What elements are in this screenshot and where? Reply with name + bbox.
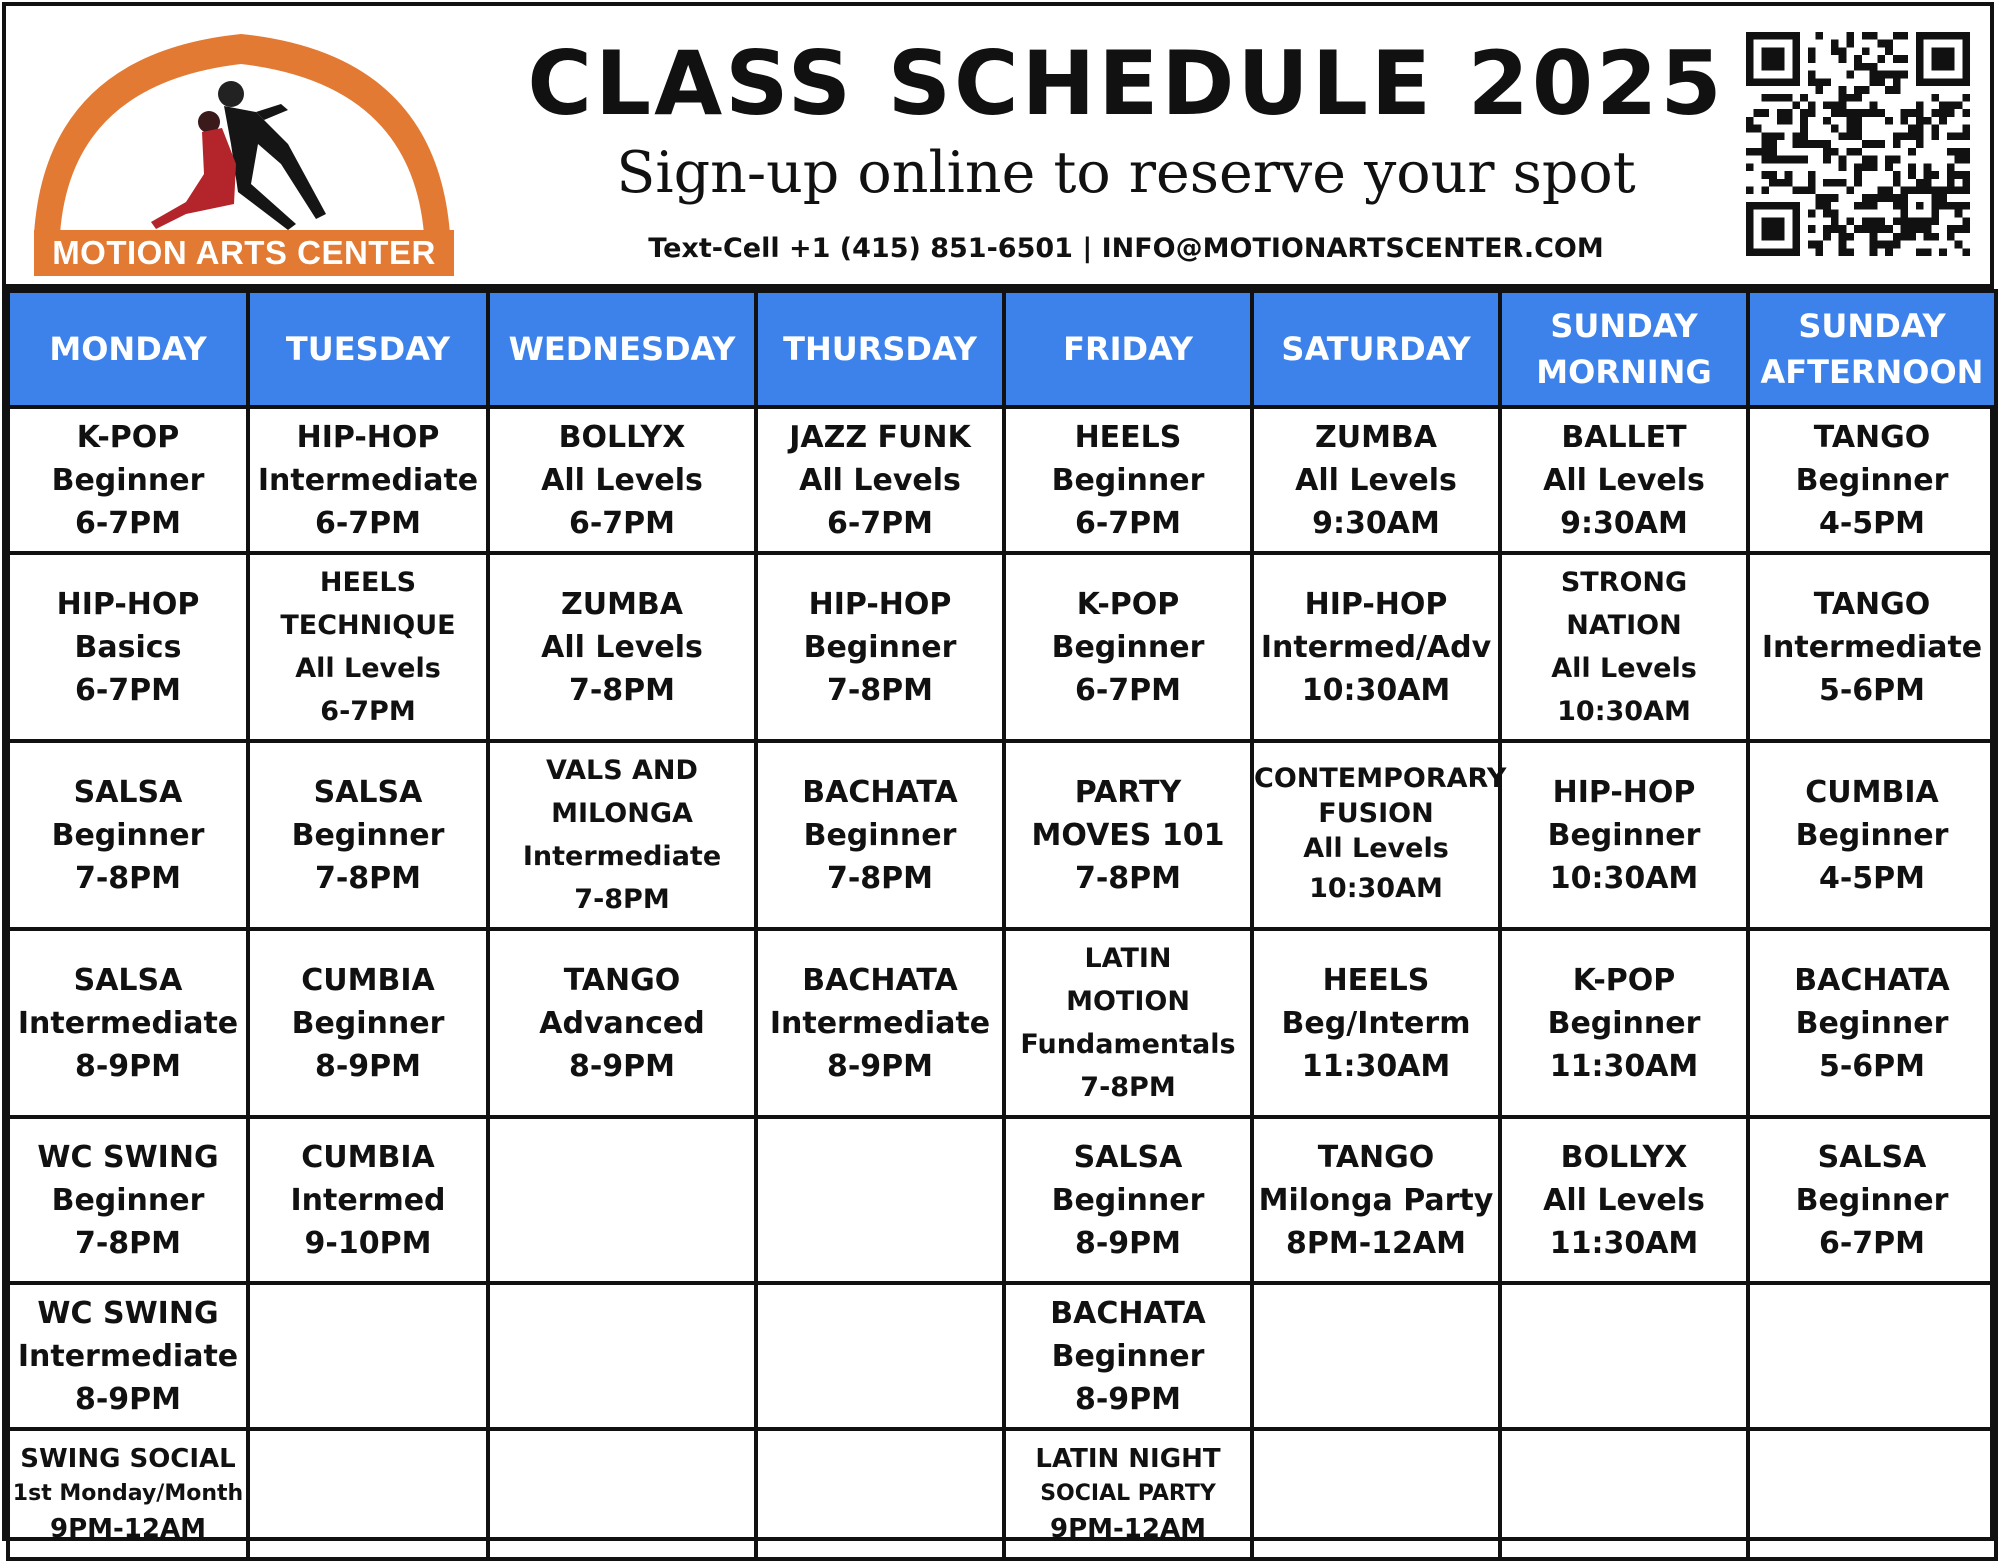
class-name: SALSA (73, 774, 183, 810)
class-time: 5-6PM (1818, 672, 1926, 708)
column-header-label: MONDAY (49, 330, 207, 368)
class-cell[interactable] (1500, 741, 1748, 929)
empty-cell (756, 1283, 1004, 1429)
contact-info: Text-Cell +1 (415) 851-6501 | INFO@MOTIONARTSCENTER.COM (648, 233, 1604, 264)
class-detail: All Levels (1543, 1182, 1705, 1218)
class-cell[interactable] (488, 741, 756, 929)
class-cell[interactable] (1004, 929, 1252, 1117)
class-cell[interactable] (488, 407, 756, 553)
class-detail: Intermed (290, 1182, 446, 1218)
class-cell[interactable] (488, 553, 756, 741)
class-time: 5-6PM (1818, 1048, 1926, 1084)
column-header (1004, 291, 1252, 407)
class-detail: Intermediate (17, 1338, 239, 1374)
class-name: BALLET (1561, 419, 1687, 455)
class-detail: Basics (74, 629, 182, 665)
class-name: HIP-HOP (296, 419, 440, 455)
class-name: SALSA (1817, 1139, 1927, 1175)
class-cell[interactable] (8, 1117, 248, 1283)
class-cell[interactable] (756, 407, 1004, 553)
class-name: BACHATA (1794, 962, 1950, 998)
class-detail: All Levels (295, 653, 441, 684)
class-cell[interactable] (248, 929, 488, 1117)
class-detail: Intermediate (17, 1005, 239, 1041)
schedule-row (8, 741, 1996, 929)
class-name: SALSA (73, 962, 183, 998)
class-detail: All Levels (1303, 832, 1449, 864)
empty-cell (1748, 1283, 1996, 1429)
class-time: 10:30AM (1557, 696, 1691, 727)
class-detail: Advanced (539, 1005, 705, 1041)
class-name: BACHATA (1050, 1295, 1206, 1331)
class-time: 4-5PM (1818, 505, 1926, 541)
class-detail: Beginner (1795, 817, 1949, 853)
class-detail: All Levels (1295, 462, 1457, 498)
class-time: 6-7PM (1074, 505, 1182, 541)
class-detail: Milonga Party (1258, 1182, 1494, 1218)
class-name: CUMBIA (301, 962, 435, 998)
class-detail: 1st Monday/Month (12, 1481, 244, 1506)
class-name: ZUMBA (560, 586, 684, 622)
class-name: SALSA (1073, 1139, 1183, 1175)
column-header-label: FRIDAY (1063, 330, 1193, 368)
class-cell[interactable] (248, 1117, 488, 1283)
class-time: 8-9PM (314, 1048, 422, 1084)
class-cell[interactable] (1252, 407, 1500, 553)
class-cell[interactable] (1748, 553, 1996, 741)
class-detail: SOCIAL PARTY (1040, 1481, 1216, 1506)
column-header (248, 291, 488, 407)
class-cell[interactable] (1748, 1117, 1996, 1283)
class-time: 10:30AM (1309, 872, 1443, 904)
empty-cell (1500, 1283, 1748, 1429)
class-detail: Beginner (1051, 629, 1205, 665)
class-detail: Intermediate (1761, 629, 1983, 665)
class-detail: MILONGA (551, 798, 693, 829)
class-time: 6-7PM (568, 505, 676, 541)
class-cell[interactable] (1252, 1117, 1500, 1283)
class-detail: NATION (1566, 610, 1682, 641)
class-time: 6-7PM (74, 505, 182, 541)
class-name: VALS AND (546, 755, 698, 786)
class-name: ZUMBA (1314, 419, 1438, 455)
class-time: 7-8PM (1074, 860, 1182, 896)
class-cell[interactable] (756, 741, 1004, 929)
class-cell[interactable] (8, 741, 248, 929)
class-name: HEELS (1322, 962, 1430, 998)
class-cell[interactable] (1500, 929, 1748, 1117)
class-detail: Beginner (1547, 817, 1701, 853)
empty-cell (248, 1283, 488, 1429)
class-cell[interactable] (8, 553, 248, 741)
class-detail: Beginner (51, 817, 205, 853)
class-time: 8-9PM (1074, 1381, 1182, 1417)
column-header (756, 291, 1004, 407)
schedule-row (8, 407, 1996, 553)
class-cell[interactable] (8, 1429, 248, 1559)
class-name: SALSA (313, 774, 423, 810)
class-time: 11:30AM (1301, 1048, 1451, 1084)
class-detail: Fundamentals (1020, 1029, 1236, 1060)
column-header-label: MORNING (1536, 353, 1712, 391)
class-detail: All Levels (1543, 462, 1705, 498)
class-name: TANGO (1813, 586, 1931, 622)
class-time: 6-7PM (1074, 672, 1182, 708)
class-cell[interactable] (1748, 741, 1996, 929)
class-detail: All Levels (799, 462, 961, 498)
class-time: 9-10PM (304, 1225, 432, 1261)
class-time: 11:30AM (1549, 1225, 1699, 1261)
column-header-label: SATURDAY (1281, 330, 1471, 368)
class-cell[interactable] (8, 929, 248, 1117)
class-cell[interactable] (1748, 407, 1996, 553)
column-header-label: TUESDAY (285, 330, 451, 368)
class-detail: Beginner (1795, 1182, 1949, 1218)
class-time: 9:30AM (1312, 505, 1440, 541)
class-detail: Beginner (51, 1182, 205, 1218)
class-cell[interactable] (1004, 407, 1252, 553)
class-cell[interactable] (1500, 1117, 1748, 1283)
class-time: 8-9PM (74, 1381, 182, 1417)
class-detail: Beginner (51, 462, 205, 498)
class-name: STRONG (1560, 567, 1688, 598)
class-time: 9PM-12AM (1050, 1514, 1206, 1544)
class-cell[interactable] (1004, 1283, 1252, 1429)
empty-cell (248, 1429, 488, 1559)
class-name: BOLLYX (1560, 1139, 1688, 1175)
logo-label: MOTION ARTS CENTER (34, 230, 454, 276)
class-detail: Beginner (1051, 1182, 1205, 1218)
class-detail: Beginner (291, 1005, 445, 1041)
class-cell[interactable] (1252, 553, 1500, 741)
header-row (8, 291, 1996, 407)
column-header-label: SUNDAY (1798, 307, 1946, 345)
class-name: HEELS (1074, 419, 1182, 455)
class-time: 8-9PM (74, 1048, 182, 1084)
class-time: 7-8PM (574, 884, 670, 915)
schedule-table (6, 284, 1994, 1561)
class-cell[interactable] (488, 929, 756, 1117)
column-header (1748, 291, 1996, 407)
class-cell[interactable] (8, 407, 248, 553)
class-detail: MOTION (1066, 986, 1190, 1017)
class-time: 8-9PM (1074, 1225, 1182, 1261)
class-name: K-POP (76, 419, 180, 455)
empty-cell (488, 1429, 756, 1559)
class-time: 6-7PM (74, 672, 182, 708)
class-detail: TECHNIQUE (280, 610, 456, 641)
class-time: 7-8PM (74, 860, 182, 896)
class-detail: All Levels (541, 462, 703, 498)
class-time: 7-8PM (826, 860, 934, 896)
class-detail: Beginner (803, 629, 957, 665)
class-detail: Beginner (291, 817, 445, 853)
class-name: WC SWING (37, 1139, 219, 1175)
class-name: LATIN NIGHT (1035, 1444, 1221, 1474)
column-header-label: THURSDAY (783, 330, 977, 368)
column-header-label: AFTERNOON (1760, 353, 1984, 391)
class-detail: Beg/Interm (1281, 1005, 1471, 1041)
class-name: K-POP (1076, 586, 1180, 622)
page-subtitle: Sign-up online to reserve your spot (616, 140, 1636, 206)
class-cell[interactable] (1748, 929, 1996, 1117)
empty-cell (1252, 1429, 1500, 1559)
class-detail: Intermed/Adv (1260, 629, 1492, 665)
class-name: BOLLYX (558, 419, 686, 455)
class-detail: Beginner (1051, 462, 1205, 498)
schedule-row (8, 1429, 1996, 1559)
empty-cell (1252, 1283, 1500, 1429)
class-name: HIP-HOP (808, 586, 952, 622)
class-cell[interactable] (8, 1283, 248, 1429)
column-header-label: SUNDAY (1550, 307, 1698, 345)
class-name: TANGO (1813, 419, 1931, 455)
column-header (1500, 291, 1748, 407)
class-time: 7-8PM (826, 672, 934, 708)
class-detail: MOVES 101 (1031, 817, 1225, 853)
class-name: BACHATA (802, 774, 958, 810)
class-cell[interactable] (248, 553, 488, 741)
class-detail: Intermediate (769, 1005, 991, 1041)
class-time: 6-7PM (320, 696, 416, 727)
empty-cell (1500, 1429, 1748, 1559)
column-header-label: WEDNESDAY (508, 330, 736, 368)
class-cell[interactable] (1252, 741, 1507, 929)
class-time: 8-9PM (826, 1048, 934, 1084)
class-name: K-POP (1572, 962, 1676, 998)
class-detail: All Levels (541, 629, 703, 665)
class-time: 7-8PM (1080, 1072, 1176, 1103)
class-detail: Beginner (1795, 1005, 1949, 1041)
class-cell[interactable] (1500, 407, 1748, 553)
class-name: WC SWING (37, 1295, 219, 1331)
class-name: TANGO (563, 962, 681, 998)
class-time: 11:30AM (1549, 1048, 1699, 1084)
qr-code-icon[interactable] (1746, 32, 1970, 256)
class-time: 6-7PM (314, 505, 422, 541)
column-header (488, 291, 756, 407)
class-cell[interactable] (1500, 553, 1748, 741)
class-cell[interactable] (1004, 741, 1252, 929)
class-detail: Intermediate (522, 841, 722, 872)
class-cell[interactable] (756, 929, 1004, 1117)
empty-cell (756, 1117, 1004, 1283)
schedule-row (8, 1283, 1996, 1429)
class-detail: Intermediate (257, 462, 479, 498)
column-header (8, 291, 248, 407)
class-name: PARTY (1074, 774, 1182, 810)
logo (26, 24, 456, 282)
class-detail: Beginner (1795, 462, 1949, 498)
class-time: 9PM-12AM (50, 1514, 206, 1544)
class-detail: Beginner (803, 817, 957, 853)
class-time: 4-5PM (1818, 860, 1926, 896)
class-name: HIP-HOP (56, 586, 200, 622)
class-time: 7-8PM (568, 672, 676, 708)
class-time: 10:30AM (1549, 860, 1699, 896)
class-detail: Beginner (1547, 1005, 1701, 1041)
class-name: HIP-HOP (1304, 586, 1448, 622)
empty-cell (488, 1117, 756, 1283)
class-time: 8-9PM (568, 1048, 676, 1084)
class-time: 8PM-12AM (1286, 1225, 1466, 1261)
class-cell[interactable] (1004, 553, 1252, 741)
class-name: CUMBIA (301, 1139, 435, 1175)
class-name: HIP-HOP (1552, 774, 1696, 810)
schedule-row (8, 929, 1996, 1117)
class-name: TANGO (1317, 1139, 1435, 1175)
class-cell[interactable] (1004, 1117, 1252, 1283)
class-detail: All Levels (1551, 653, 1697, 684)
class-name: HEELS (319, 567, 417, 598)
empty-cell (1748, 1429, 1996, 1559)
class-name: BACHATA (802, 962, 958, 998)
column-header (1252, 291, 1500, 407)
empty-cell (488, 1283, 756, 1429)
class-time: 10:30AM (1301, 672, 1451, 708)
class-time: 6-7PM (1818, 1225, 1926, 1261)
class-time: 6-7PM (826, 505, 934, 541)
class-detail: FUSION (1318, 797, 1434, 829)
class-name: LATIN (1084, 943, 1172, 974)
page-title: CLASS SCHEDULE 2025 (527, 32, 1725, 135)
class-time: 9:30AM (1560, 505, 1688, 541)
empty-cell (756, 1429, 1004, 1559)
class-name: JAZZ FUNK (789, 419, 971, 455)
class-name: CUMBIA (1805, 774, 1939, 810)
class-name: CONTEMPORARY (1254, 762, 1507, 794)
class-name: SWING SOCIAL (20, 1444, 236, 1474)
class-cell[interactable] (1004, 1429, 1252, 1559)
schedule-row (8, 1117, 1996, 1283)
schedule-row (8, 553, 1996, 741)
class-cell[interactable] (1252, 929, 1500, 1117)
class-time: 7-8PM (314, 860, 422, 896)
class-cell[interactable] (248, 407, 488, 553)
header (6, 6, 1994, 284)
class-time: 7-8PM (74, 1225, 182, 1261)
class-detail: Beginner (1051, 1338, 1205, 1374)
class-cell[interactable] (756, 553, 1004, 741)
class-cell[interactable] (248, 741, 488, 929)
